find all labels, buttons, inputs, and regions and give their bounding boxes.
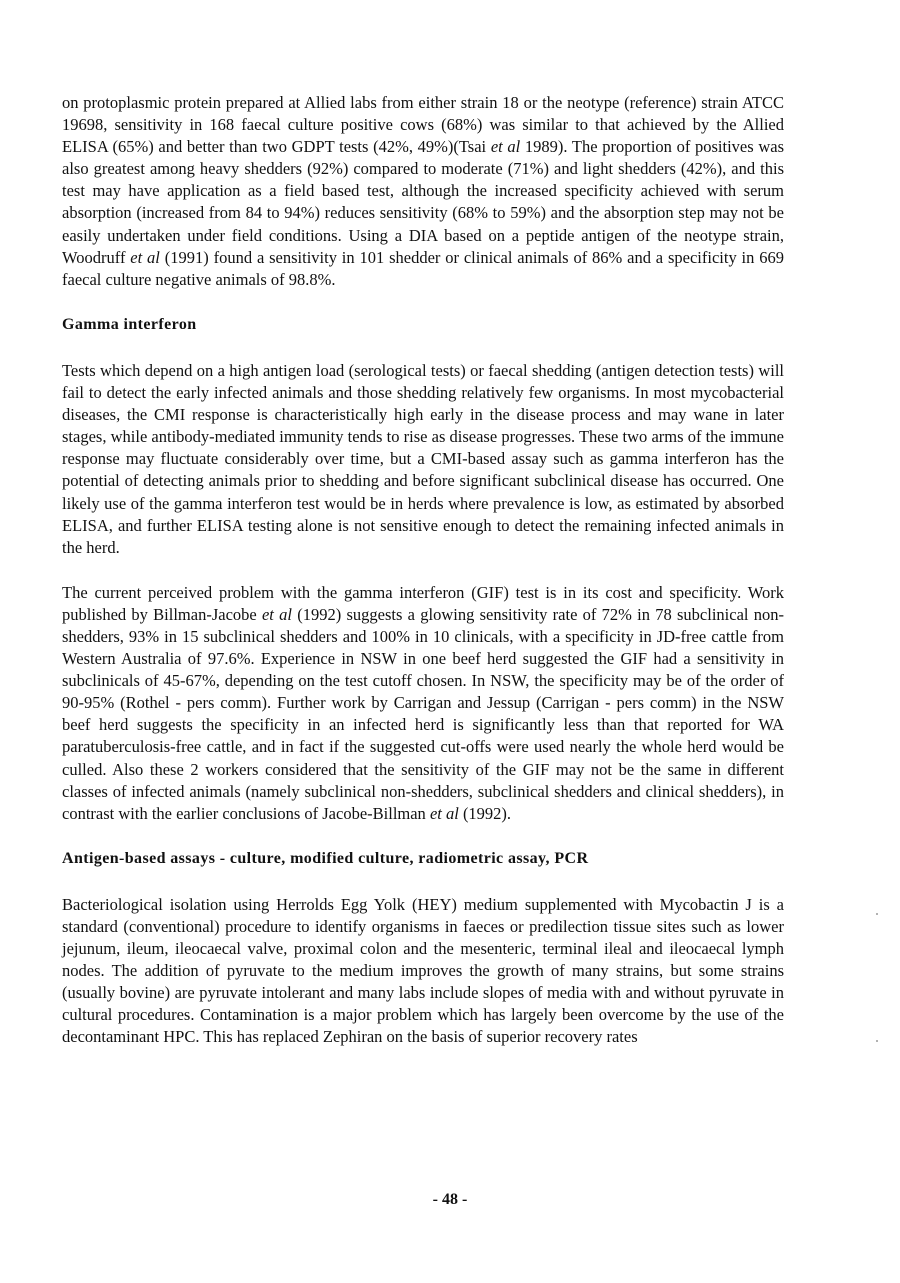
paragraph-text-segment: The current perceived problem with the gamma interferon (GIF) test is in its cost and specificity. Work published by Billman-Jacobe (62, 582, 784, 624)
gamma-interferon-heading: Gamma interferon (62, 315, 197, 333)
intro-paragraph (62, 92, 784, 291)
paragraph-text-segment: on protoplasmic protein prepared at Allied labs from either strain 18 or the neotype (reference) strain ATCC 19698, sensitivity in 168 faecal culture positive cows (68%) was similar to that achieved by the Allied ELISA (65%) and better than two GDPT tests (42%, 49%)(Tsai (62, 93, 784, 157)
antigen-paragraph-1 (62, 894, 784, 1049)
paragraph-text-segment: Bacteriological isolation using Herrolds Egg Yolk (HEY) medium supplemented with Mycobactin J is a standard (conventional) procedure to identify organisms in faeces or predilection tissue sites such as lower jejunum, ileum, ileocaecal valve, proximal colon and the mesenteric, terminal ileal and ileocaecal lymph nodes. The addition of pyruvate to the medium improves the growth of many strains, but some strains (usually bovine) are pyruvate intolerant and many labs include slopes of media with and without pyruvate in cultural procedures. Contamination is a major problem which has largely been overcome by the use of the decontaminant HPC. This has replaced Zephiran on the basis of superior recovery rates (62, 894, 784, 1047)
antigen-assays-heading: Antigen-based assays - culture, modified culture, radiometric assay, PCR (62, 849, 589, 867)
document-page (62, 92, 784, 1049)
citation-et-al: et al (490, 137, 521, 157)
paragraph-text-segment: (1991) found a sensitivity in 101 shedder or clinical animals of 86% and a specificity in 669 faecal culture negative animals of 98.8%. (62, 247, 784, 289)
gamma-paragraph-1 (62, 360, 784, 559)
citation-et-al: et al (261, 604, 292, 624)
citation-et-al: et al (130, 247, 160, 267)
gamma-paragraph-2 (62, 582, 784, 825)
paragraph-text-segment: (1992) suggests a glowing sensitivity rate of 72% in 78 subclinical non-shedders, 93% in 15 subclinical shedders and 100% in 10 clinicals, with a specificity in JD-free cattle from Western Australia of 97.6%. Experience in NSW in one beef herd suggested the GIF had a sensitivity in subclinicals of 45-67%, depending on the test cutoff chosen. In NSW, the specificity may be of the order of 90-95% (Rothel - pers comm). Further work by Carrigan and Jessup (Carrigan - pers comm) in the NSW beef herd suggests the specificity in an infected herd is significantly less than that reported for WA paratuberculosis-free cattle, and in fact if the suggested cut-offs were used nearly the whole herd would be culled. Also these 2 workers considered that the sensitivity of the GIF may not be the same in different classes of infected animals (namely subclinical non-shedders, subclinical shedders and clinical shedders), in contrast with the earlier conclusions of Jacobe-Billman (62, 604, 784, 823)
scan-speck (876, 1040, 878, 1042)
paragraph-text-segment: Tests which depend on a high antigen load (serological tests) or faecal shedding (antigen detection tests) will fail to detect the early infected animals and those shedding relatively few organisms. In most mycobacterial diseases, the CMI response is characteristically high early in the disease process and may wane in later stages, while antibody-mediated immunity tends to rise as disease progresses. These two arms of the immune response may fluctuate considerably over time, but a CMI-based assay such as gamma interferon has the potential of detecting animals prior to shedding and before significant subclinical disease has occurred. One likely use of the gamma interferon test would be in herds where prevalence is low, as estimated by absorbed ELISA, and further ELISA testing alone is not sensitive enough to detect the remaining infected animals in the herd. (62, 360, 784, 557)
page-number: - 48 - (432, 1191, 468, 1208)
paragraph-text-segment: 1989). The proportion of positives was also greatest among heavy shedders (92%) compared to moderate (71%) and light shedders (42%), and this test may have application as a field based test, although the increased specificity achieved with serum absorption (increased from 84 to 94%) reduces sensitivity (68% to 59%) and the absorption step may not be easily undertaken under field conditions. Using a DIA based on a peptide antigen of the neotype strain, Woodruff (62, 137, 784, 267)
paragraph-text-segment: (1992). (458, 803, 512, 823)
scan-speck (876, 913, 878, 915)
citation-et-al: et al (429, 803, 459, 823)
